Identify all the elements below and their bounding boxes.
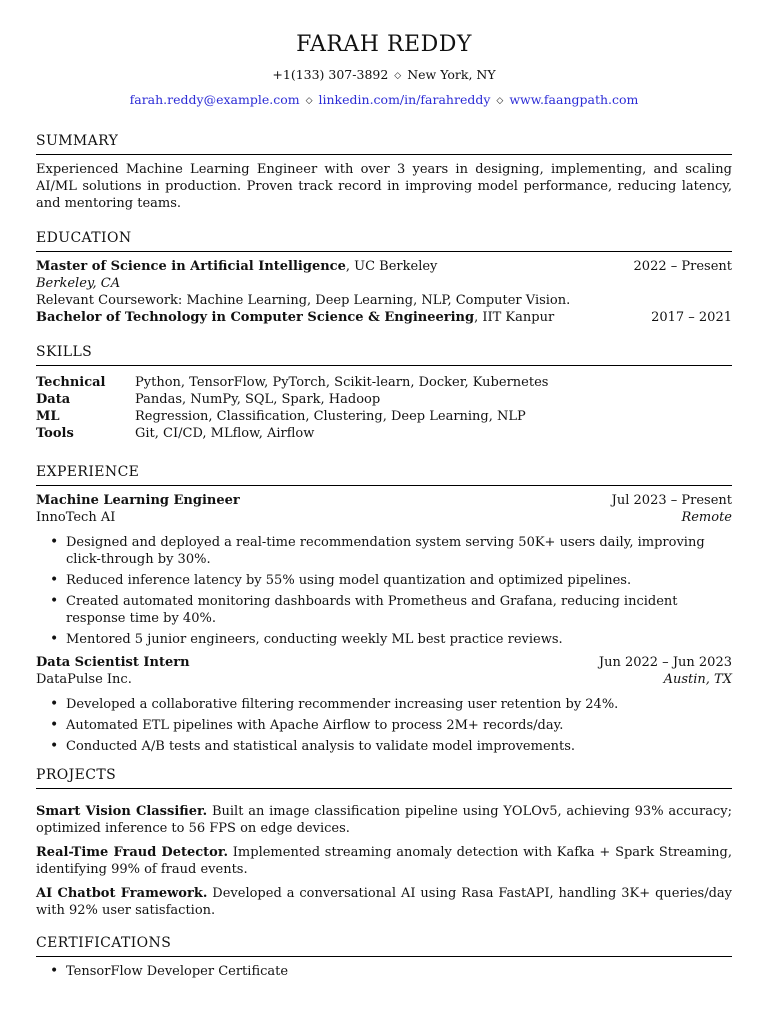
project-desc: Developed a conversational AI using Rasa FastAPI, handling 3K+ queries/day with 92% user satisfaction. [36, 886, 732, 918]
list-item: • Mentored 5 junior engineers, conducting weekly ML best practice reviews. [66, 631, 732, 648]
section-title: CERTIFICATIONS [36, 935, 732, 957]
skill-category: ML [36, 409, 60, 424]
section-title: PROJECTS [36, 767, 732, 789]
skill-category: Technical [36, 375, 106, 390]
website-link[interactable]: www.faangpath.com [509, 92, 639, 107]
list-item: • Created automated monitoring dashboards with Prometheus and Grafana, reducing incident response time by 40%. [66, 593, 732, 627]
cert-list [36, 963, 732, 980]
job-title: Data Scientist Intern [36, 655, 190, 670]
skill-row [36, 391, 732, 408]
coursework: Relevant Coursework: Machine Learning, Deep Learning, NLP, Computer Vision. [36, 293, 571, 308]
summary-section [36, 133, 732, 212]
certifications-section [36, 935, 732, 980]
email-link[interactable]: farah.reddy@example.com [129, 92, 300, 107]
skill-row [36, 374, 732, 391]
projects-section [36, 767, 732, 919]
project-desc: Built an image classification pipeline using YOLOv5, achieving 93% accuracy; optimized inference to 56 FPS on edge devices. [36, 804, 732, 836]
skill-category: Tools [36, 426, 74, 441]
job-location: Austin, TX [663, 672, 732, 687]
job-location: Remote [681, 510, 732, 525]
degree: Bachelor of Technology in Computer Science & Engineering [36, 310, 475, 325]
list-item: • Automated ETL pipelines with Apache Airflow to process 2M+ records/day. [66, 717, 732, 734]
job-entry [36, 654, 732, 755]
separator-icon: ◇ [496, 96, 504, 106]
education-section [36, 230, 732, 326]
list-item: • Reduced inference latency by 55% using model quantization and optimized pipelines. [66, 572, 732, 589]
phone: +1(133) 307-3892 [272, 67, 389, 82]
separator-icon: ◇ [305, 96, 313, 106]
experience-section [36, 464, 732, 755]
skill-items: Pandas, NumPy, SQL, Spark, Hadoop [135, 392, 381, 407]
school: , UC Berkeley [345, 259, 438, 274]
skill-items: Git, CI/CD, MLflow, Airflow [135, 426, 315, 441]
project-desc: Implemented streaming anomaly detection with Kafka + Spark Streaming, identifying 99% of fraud events. [36, 845, 732, 877]
location: New York, NY [407, 67, 496, 82]
skill-category: Data [36, 392, 71, 407]
linkedin-link[interactable]: linkedin.com/in/farahreddy [318, 92, 491, 107]
section-title: EXPERIENCE [36, 464, 732, 486]
skill-row [36, 425, 732, 442]
degree: Master of Science in Artificial Intelligence [36, 259, 346, 274]
project-name: AI Chatbot Framework. [36, 886, 208, 901]
education-entry [36, 309, 732, 326]
project-entry [36, 803, 732, 837]
candidate-name: FARAH REDDY [296, 32, 472, 57]
resume-page [36, 0, 732, 980]
summary-text: Experienced Machine Learning Engineer with over 3 years in designing, implementing, and scaling AI/ML solutions in production. Proven track record in improving model performance, reducing latency, and mentoring teams. [36, 162, 732, 211]
project-name: Real-Time Fraud Detector. [36, 845, 229, 860]
job-title: Machine Learning Engineer [36, 493, 240, 508]
project-name: Smart Vision Classifier. [36, 804, 208, 819]
skill-items: Regression, Classification, Clustering, Deep Learning, NLP [135, 409, 526, 424]
skills-section [36, 344, 732, 442]
section-title: EDUCATION [36, 230, 732, 252]
list-item: • TensorFlow Developer Certificate [66, 963, 732, 980]
contact-line [36, 66, 732, 86]
project-entry [36, 844, 732, 878]
job-bullets [36, 534, 732, 648]
section-title: SUMMARY [36, 133, 732, 155]
job-dates: Jun 2022 – Jun 2023 [598, 655, 732, 670]
education-entry [36, 258, 732, 275]
edu-location: Berkeley, CA [36, 276, 121, 291]
list-item: • Developed a collaborative filtering recommender increasing user retention by 24%. [66, 696, 732, 713]
company: InnoTech AI [36, 510, 116, 525]
links-line [36, 91, 732, 111]
job-dates: Jul 2023 – Present [611, 493, 732, 508]
edu-dates: 2022 – Present [633, 259, 732, 274]
list-item: • Conducted A/B tests and statistical analysis to validate model improvements. [66, 738, 732, 755]
edu-dates: 2017 – 2021 [651, 310, 732, 325]
list-item: • Designed and deployed a real-time recommendation system serving 50K+ users daily, improving click-through by 30%. [66, 534, 732, 568]
job-bullets [36, 696, 732, 755]
job-entry [36, 492, 732, 648]
skill-items: Python, TensorFlow, PyTorch, Scikit-learn, Docker, Kubernetes [135, 375, 549, 390]
company: DataPulse Inc. [36, 672, 132, 687]
section-title: SKILLS [36, 344, 732, 366]
school: , IIT Kanpur [474, 310, 555, 325]
separator-icon: ◇ [394, 71, 402, 81]
project-entry [36, 885, 732, 919]
skill-row [36, 408, 732, 425]
